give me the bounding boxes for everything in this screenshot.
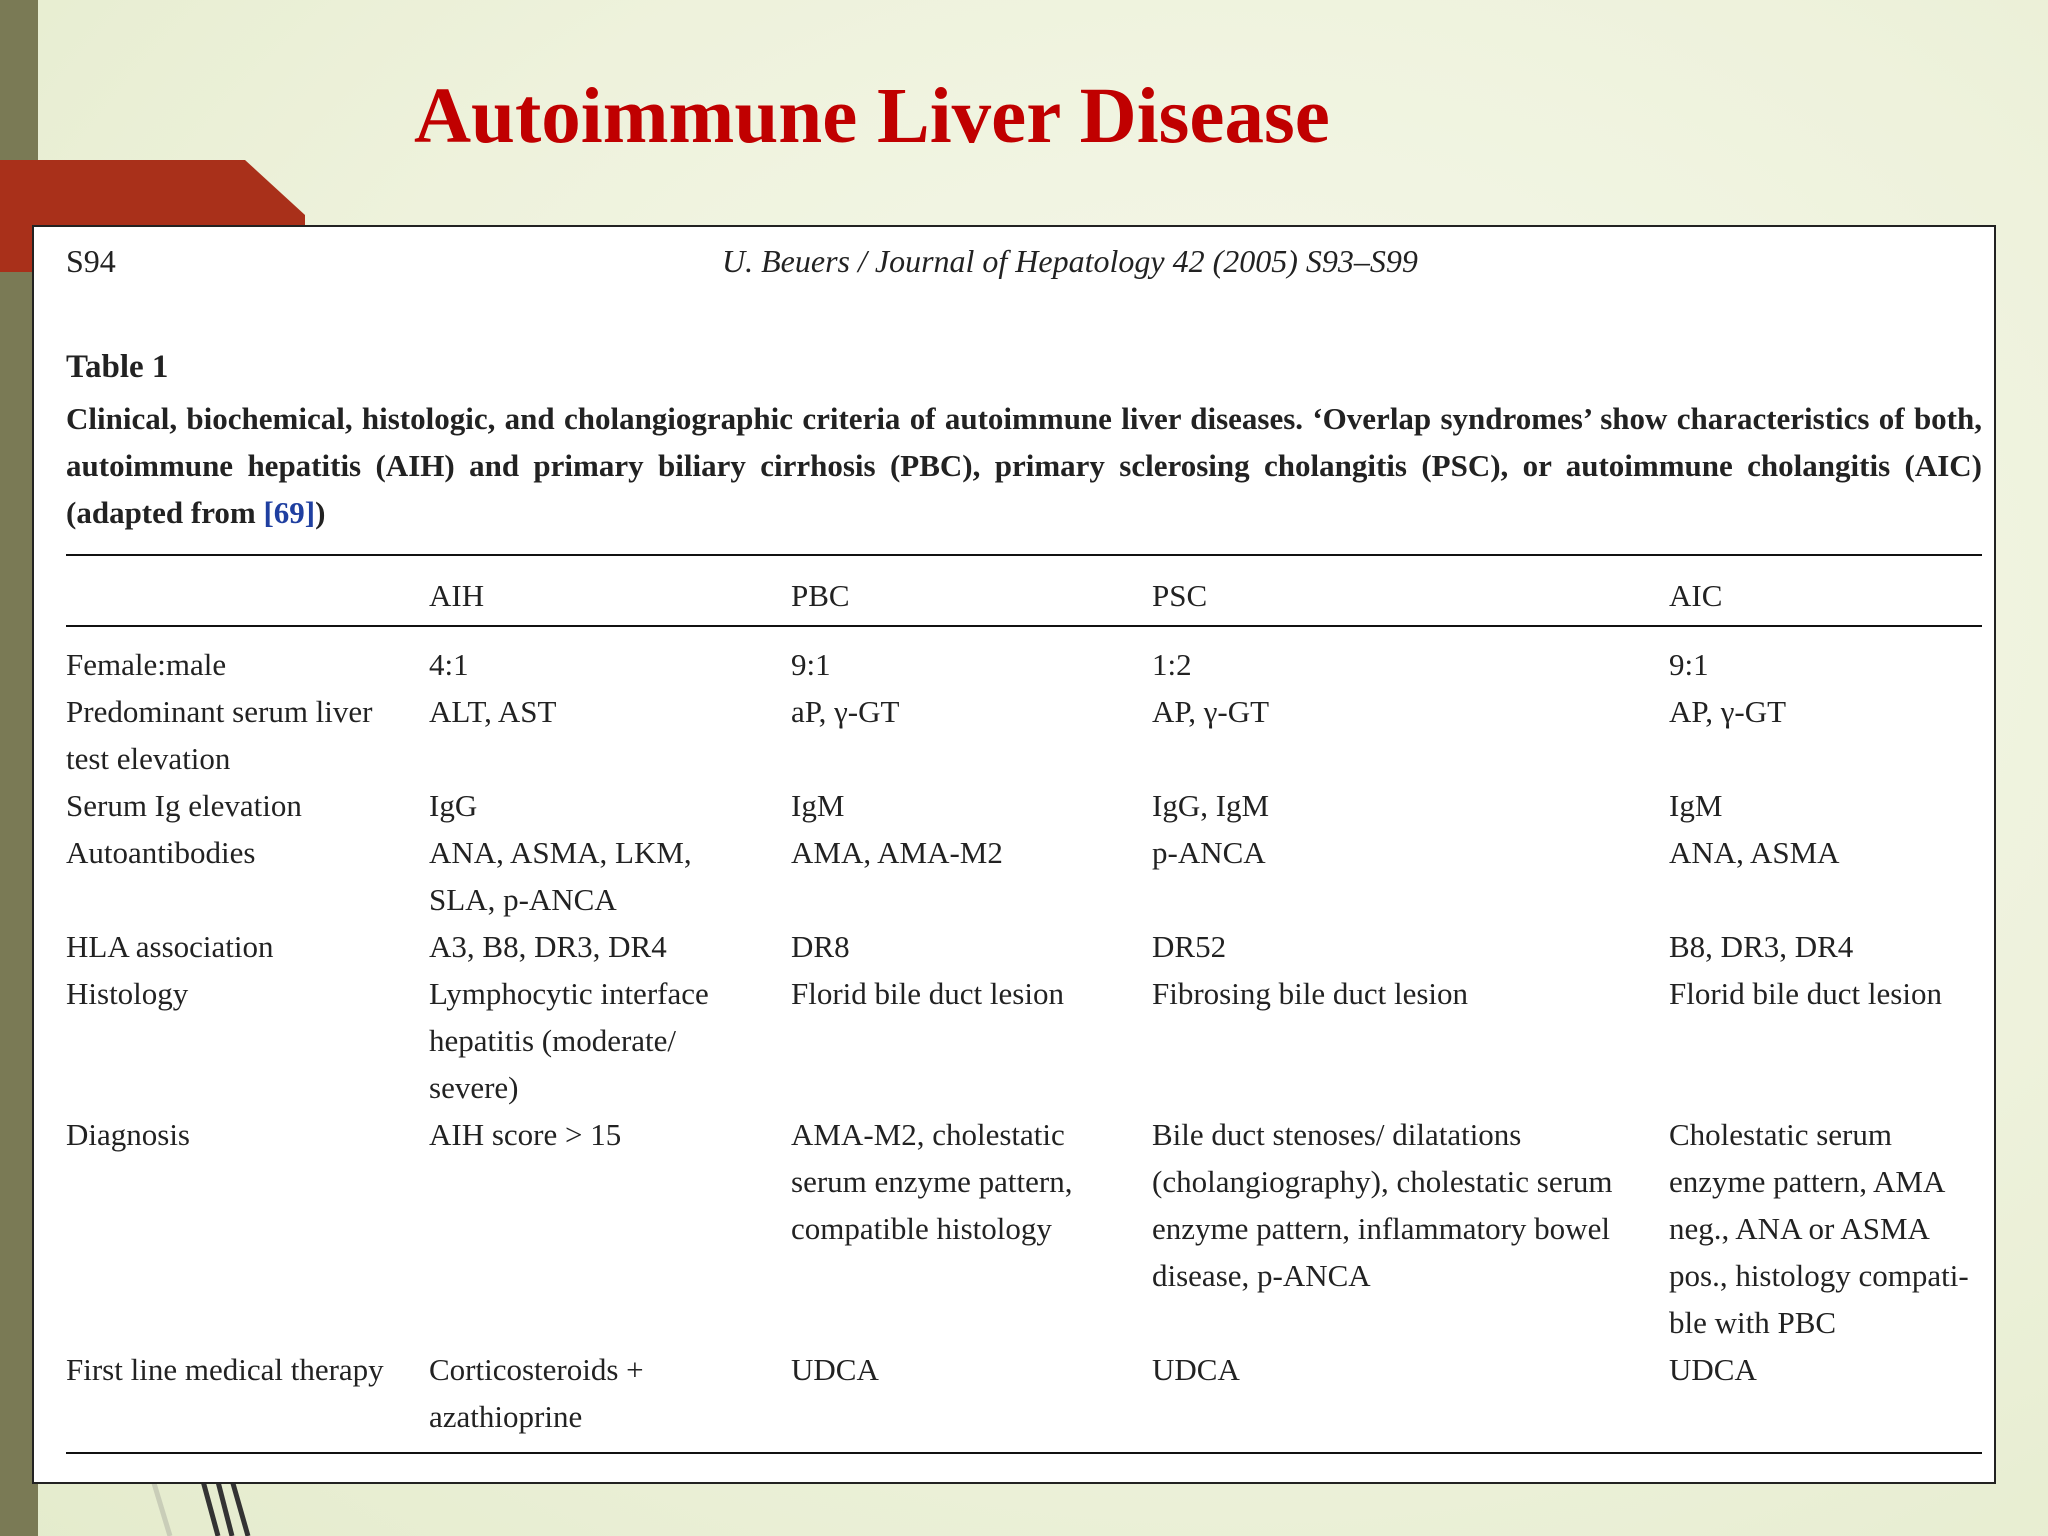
table-label: Table 1 — [66, 349, 169, 385]
row-label: Diagnosis — [66, 1117, 190, 1152]
table-cell: 9:1 — [791, 647, 831, 682]
table-cell: 4:1 — [429, 647, 469, 682]
table-cell: IgM — [791, 788, 845, 823]
table-cell: UDCA — [1669, 1352, 1757, 1387]
row-label: Female:male — [66, 647, 227, 682]
table-cell: IgG, IgM — [1152, 788, 1270, 823]
row-label: First line medical therapy — [66, 1352, 384, 1387]
row-label: Autoantibodies — [66, 835, 256, 870]
table-cell: DR8 — [791, 929, 850, 964]
table-cell: ANA, ASMA — [1669, 835, 1840, 870]
table-cell: AP, γ-GT — [1669, 694, 1787, 729]
row-label: Histology — [66, 976, 189, 1011]
header-cell-psc: PSC — [1152, 578, 1208, 613]
table-cell: UDCA — [1152, 1352, 1240, 1387]
table-cell: ANA, ASMA, LKM, SLA, p-ANCA — [429, 835, 692, 917]
header-cell-aic: AIC — [1669, 578, 1723, 613]
row-label: HLA association — [66, 929, 274, 964]
caption-end: ) — [315, 495, 326, 530]
table-row — [66, 782, 1982, 829]
table-cell: AMA, AMA-M2 — [791, 835, 1003, 870]
table-row — [66, 829, 1982, 923]
journal-table-excerpt — [32, 225, 1996, 1484]
table-cell: Cholestatic serum enzyme pattern, AMA neg., ANA or ASMA pos., histology compati-ble with PBC — [1669, 1117, 1969, 1340]
header-cell-aih: AIH — [429, 578, 485, 613]
table-cell: B8, DR3, DR4 — [1669, 929, 1854, 964]
table-cell: Corticosteroids + azathioprine — [429, 1352, 644, 1434]
header-cell-pbc: PBC — [791, 578, 850, 613]
table-cell: Florid bile duct lesion — [1669, 976, 1942, 1011]
row-label: Predominant serum liver test elevation — [66, 694, 373, 776]
table-cell: Fibrosing bile duct lesion — [1152, 976, 1469, 1011]
table-row — [66, 1346, 1982, 1440]
table-cell: AMA-M2, cholestatic serum enzyme pattern, compatible histology — [791, 1117, 1073, 1246]
table-row — [66, 923, 1982, 970]
table-cell: Florid bile duct lesion — [791, 976, 1064, 1011]
table-row — [66, 641, 1982, 688]
journal-citation: U. Beuers / Journal of Hepatology 42 (2005) S93–S99 — [722, 243, 1418, 279]
running-head — [66, 243, 1982, 293]
table-cell: IgM — [1669, 788, 1723, 823]
table-cell: 1:2 — [1152, 647, 1192, 682]
table-cell: p-ANCA — [1152, 835, 1266, 870]
row-label: Serum Ig elevation — [66, 788, 302, 823]
table-header-row — [66, 567, 1982, 625]
table-cell: A3, B8, DR3, DR4 — [429, 929, 667, 964]
table-cell: UDCA — [791, 1352, 879, 1387]
table-cell: IgG — [429, 788, 478, 823]
table-bottom-rule — [66, 1452, 1982, 1454]
table-cell: 9:1 — [1669, 647, 1709, 682]
table-row — [66, 688, 1982, 782]
table-cell: Bile duct stenoses/ dilatations (cholangiography), cholestatic serum enzyme pattern, inflammatory bowel disease, p-ANCA — [1152, 1117, 1613, 1293]
criteria-table — [66, 567, 1982, 1440]
table-cell: DR52 — [1152, 929, 1227, 964]
caption-reference-link[interactable]: [69] — [263, 495, 316, 530]
table-caption — [66, 395, 1982, 536]
header-cell-empty — [66, 567, 429, 625]
table-row — [66, 1111, 1982, 1346]
table-cell: Lymphocytic interface hepatitis (moderate/ severe) — [429, 976, 709, 1105]
table-top-rule — [66, 554, 1982, 556]
page-number: S94 — [66, 243, 116, 279]
table-cell: AIH score > 15 — [429, 1117, 622, 1152]
table-cell: AP, γ-GT — [1152, 694, 1270, 729]
caption-text: Clinical, biochemical, histologic, and cholangiographic criteria of autoimmune liver diseases. ‘Overlap syndromes’ show characteristics of both, autoimmune hepatitis (AIH) and primary biliary cirrhosis (PBC), primary sclerosing cholangitis (PSC), or autoimmune cholangitis (AIC) (adapted from — [66, 401, 1982, 530]
slide-title: Autoimmune Liver Disease — [414, 73, 1330, 160]
table-cell: ALT, AST — [429, 694, 557, 729]
table-cell: aP, γ-GT — [791, 694, 900, 729]
table-row — [66, 970, 1982, 1111]
